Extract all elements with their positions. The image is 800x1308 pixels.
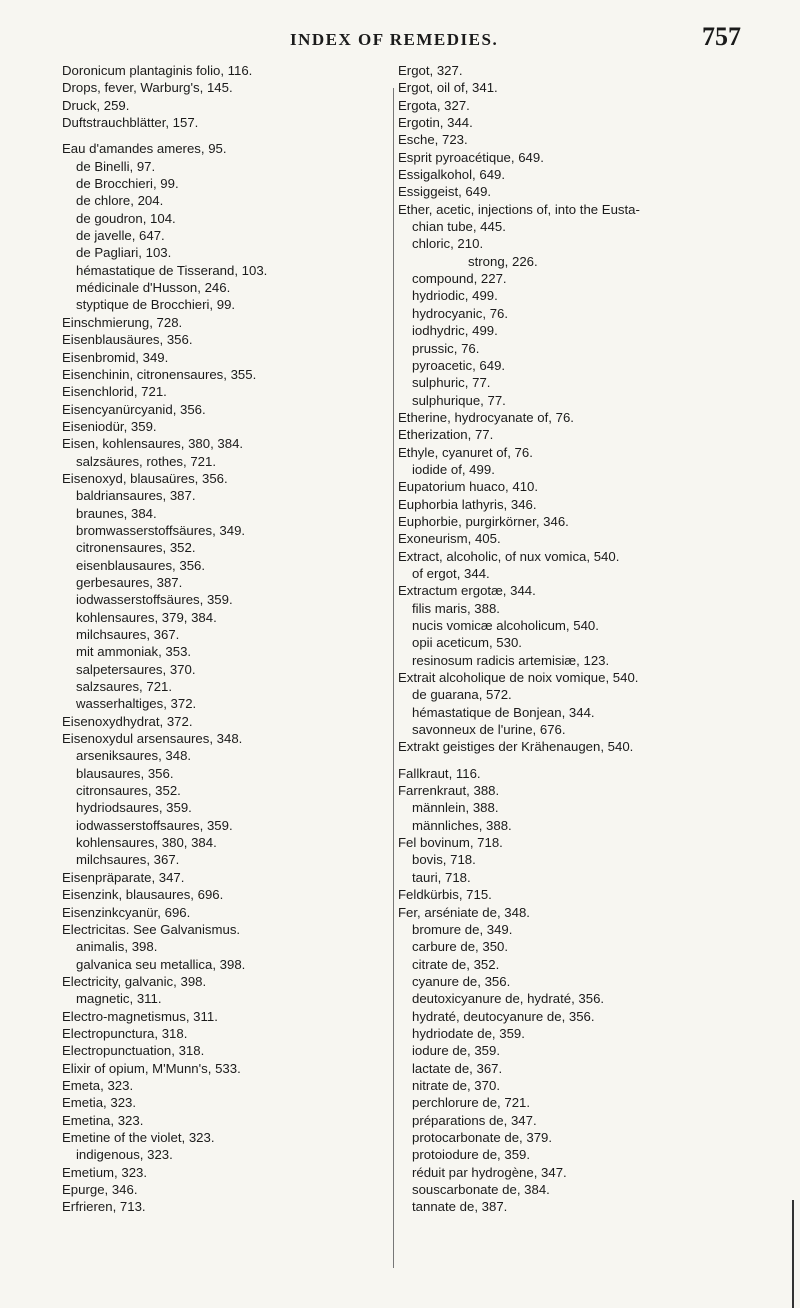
index-entry: Eisenzinkcyanür, 696.	[62, 904, 191, 920]
index-entry: baldriansaures, 387.	[76, 488, 196, 504]
index-entry: milchsaures, 367.	[76, 627, 180, 642]
index-entry: magnetic, 311.	[76, 991, 162, 1007]
index-entry: salzsaures, 721.	[76, 679, 173, 695]
index-entry: Eau d'amandes ameres, 95.	[62, 141, 227, 157]
index-entry: sulphuric, 77.	[412, 375, 491, 391]
index-entry: Eisenchlorid, 721.	[62, 384, 167, 400]
index-entry: Electricity, galvanic, 398.	[62, 973, 207, 989]
page-number: 757	[702, 22, 741, 51]
index-entry: styptique de Brocchieri, 99.	[76, 297, 236, 313]
index-column-right	[398, 62, 728, 1216]
index-entry: Esche, 723.	[398, 132, 468, 148]
index-entry: Erfrieren, 713.	[62, 1199, 146, 1215]
index-entry: Extrait alcoholique de noix vomique, 540.	[398, 670, 639, 686]
index-entry: braunes, 384.	[76, 505, 157, 521]
index-entry: de Pagliari, 103.	[76, 245, 172, 261]
index-entry: Euphorbia lathyris, 346.	[398, 496, 537, 512]
index-entry: Farrenkraut, 388.	[398, 783, 500, 799]
index-entry: Extrakt geistiges der Krähenaugen, 540.	[398, 739, 634, 755]
index-entry: de Binelli, 97.	[76, 158, 156, 174]
index-entry: hydriodsaures, 359.	[76, 800, 192, 816]
column-divider	[393, 88, 394, 1268]
index-entry: wasserhaltiges, 372.	[76, 696, 197, 712]
index-entry: préparations de, 347.	[412, 1112, 537, 1128]
index-entry: citrate de, 352.	[412, 956, 500, 972]
index-entry: souscarbonate de, 384.	[412, 1182, 550, 1197]
index-entry: hydriodate de, 359.	[412, 1025, 525, 1041]
index-entry: Extractum ergotæ, 344.	[398, 583, 536, 599]
index-entry: Fel bovinum, 718.	[398, 835, 503, 851]
index-entry: strong, 226.	[468, 253, 538, 269]
index-entry: Essiggeist, 649.	[398, 184, 492, 200]
index-entry: hémastatique de Bonjean, 344.	[412, 704, 595, 720]
index-entry: iodide of, 499.	[412, 461, 495, 477]
index-entry: Extract, alcoholic, of nux vomica, 540.	[398, 548, 620, 564]
index-entry: de chlore, 204.	[76, 193, 164, 209]
index-entry: prussic, 76.	[412, 340, 480, 356]
index-entry: bovis, 718.	[412, 852, 476, 868]
index-entry: Emeta, 323.	[62, 1077, 134, 1093]
index-entry: sulphurique, 77.	[412, 392, 506, 408]
index-entry: Electropunctuation, 318.	[62, 1043, 205, 1059]
index-entry: Eisenbromid, 349.	[62, 349, 169, 365]
index-entry: Esprit pyroacétique, 649.	[398, 149, 544, 165]
index-entry: Eupatorium huaco, 410.	[398, 479, 539, 495]
index-entry: bromure de, 349.	[412, 921, 513, 937]
index-entry: Emetina, 323.	[62, 1112, 144, 1128]
index-entry: of ergot, 344.	[412, 565, 490, 581]
index-entry: deutoxicyanure de, hydraté, 356.	[412, 991, 605, 1007]
index-entry: de guarana, 572.	[412, 687, 512, 703]
index-entry: tauri, 718.	[412, 869, 471, 885]
index-entry: bromwasserstoffsäures, 349.	[76, 522, 246, 538]
index-entry: nucis vomicæ alcoholicum, 540.	[412, 618, 599, 633]
index-entry: Emetine of the violet, 323.	[62, 1129, 215, 1145]
index-entry: kohlensaures, 379, 384.	[76, 609, 217, 625]
index-entry: Epurge, 346.	[62, 1182, 138, 1197]
index-entry: männlein, 388.	[412, 800, 499, 816]
index-entry: Eisenoxyd, blausaüres, 356.	[62, 470, 228, 486]
index-entry: Ergot, 327.	[398, 63, 463, 78]
index-column-left	[62, 62, 392, 1216]
index-entry: iodwasserstoffsäures, 359.	[76, 592, 233, 608]
index-entry: Eisenoxydhydrat, 372.	[62, 713, 193, 729]
index-entry: Electro-magnetismus, 311.	[62, 1008, 218, 1024]
index-entry: Emetium, 323.	[62, 1164, 148, 1180]
index-entry: männliches, 388.	[412, 817, 512, 833]
index-entry: médicinale d'Husson, 246.	[76, 280, 231, 296]
index-entry: citronensaures, 352.	[76, 540, 196, 556]
index-entry: arseniksaures, 348.	[76, 748, 192, 764]
index-entry: pyroacetic, 649.	[412, 357, 506, 373]
index-entry: kohlensaures, 380, 384.	[76, 835, 217, 851]
index-entry: Etherization, 77.	[398, 427, 494, 443]
index-entry: iodhydric, 499.	[412, 323, 498, 339]
index-entry: Eisencyanürcyanid, 356.	[62, 401, 206, 417]
index-entry: carbure de, 350.	[412, 939, 509, 955]
index-entry: blausaures, 356.	[76, 765, 174, 781]
index-entry: Emetia, 323.	[62, 1095, 137, 1111]
index-entry: Essigalkohol, 649.	[398, 167, 506, 183]
index-entry: hémastatique de Tisserand, 103.	[76, 262, 268, 278]
index-entry: Eisenzink, blausaures, 696.	[62, 887, 224, 903]
index-entry: perchlorure de, 721.	[412, 1095, 531, 1111]
index-entry: de goudron, 104.	[76, 210, 176, 226]
index-entry: iodure de, 359.	[412, 1043, 500, 1059]
index-entry: lactate de, 367.	[412, 1060, 503, 1076]
index-entry: eisenblausaures, 356.	[76, 557, 206, 573]
index-entry: Eisenblausäures, 356.	[62, 332, 193, 348]
index-entry: Eiseniodür, 359.	[62, 418, 157, 434]
index-entry: Eisenpräparate, 347.	[62, 869, 185, 885]
index-entry: chian tube, 445.	[412, 219, 506, 235]
index-entry: Etherine, hydrocyanate of, 76.	[398, 409, 574, 425]
index-entry: Eisen, kohlensaures, 380, 384.	[62, 436, 244, 452]
index-entry: hydrocyanic, 76.	[412, 305, 509, 321]
index-entry: mit ammoniak, 353.	[76, 644, 192, 660]
running-head: INDEX OF REMEDIES.	[290, 30, 499, 49]
index-entry: opii aceticum, 530.	[412, 635, 522, 651]
index-entry: cyanure de, 356.	[412, 973, 511, 989]
index-entry: de Brocchieri, 99.	[76, 176, 179, 192]
index-entry: savonneux de l'urine, 676.	[412, 722, 566, 738]
index-entry: resinosum radicis artemisiæ, 123.	[412, 652, 610, 668]
index-entry: Druck, 259.	[62, 97, 130, 113]
index-entry: galvanica seu metallica, 398.	[76, 956, 246, 972]
index-entry: Duftstrauchblätter, 157.	[62, 115, 199, 131]
index-entry: réduit par hydrogène, 347.	[412, 1164, 567, 1180]
index-entry: filis maris, 388.	[412, 600, 500, 616]
index-entry: protocarbonate de, 379.	[412, 1129, 553, 1145]
index-entry: protoiodure de, 359.	[412, 1147, 531, 1163]
index-entry: Ether, acetic, injections of, into the Eusta-	[398, 201, 640, 217]
index-entry: Fer, arséniate de, 348.	[398, 904, 530, 920]
index-entry: salzsäures, rothes, 721.	[76, 453, 217, 469]
index-entry: salpetersaures, 370.	[76, 661, 196, 677]
index-entry: Electropunctura, 318.	[62, 1025, 188, 1041]
page-header	[0, 22, 800, 62]
index-entry: iodwasserstoffsaures, 359.	[76, 817, 233, 833]
index-entry: chloric, 210.	[412, 236, 484, 252]
index-entry: Ergotin, 344.	[398, 115, 473, 131]
index-entry: Ethyle, cyanuret of, 76.	[398, 444, 533, 460]
index-entry: Einschmierung, 728.	[62, 314, 183, 330]
index-entry: Doronicum plantaginis folio, 116.	[62, 63, 253, 78]
index-entry: nitrate de, 370.	[412, 1077, 500, 1093]
page-edge-mark	[792, 1200, 794, 1308]
index-entry: compound, 227.	[412, 271, 507, 287]
index-entry: de javelle, 647.	[76, 228, 165, 244]
index-entry: Drops, fever, Warburg's, 145.	[62, 80, 233, 96]
index-entry: Fallkraut, 116.	[398, 765, 481, 781]
index-entry: hydraté, deutocyanure de, 356.	[412, 1008, 595, 1024]
index-entry: milchsaures, 367.	[76, 852, 180, 868]
index-entry: Ergot, oil of, 341.	[398, 80, 498, 96]
index-entry: Feldkürbis, 715.	[398, 887, 492, 903]
index-entry: Exoneurism, 405.	[398, 531, 501, 547]
index-entry: gerbesaures, 387.	[76, 574, 183, 590]
index-entry: Euphorbie, purgirkörner, 346.	[398, 513, 569, 529]
index-entry: Eisenchinin, citronensaures, 355.	[62, 366, 257, 382]
index-entry: Ergota, 327.	[398, 97, 470, 113]
index-entry: Elixir of opium, M'Munn's, 533.	[62, 1060, 241, 1076]
index-entry: Eisenoxydul arsensaures, 348.	[62, 731, 243, 747]
index-entry: indigenous, 323.	[76, 1147, 173, 1163]
index-entry: hydriodic, 499.	[412, 288, 498, 304]
index-entry: tannate de, 387.	[412, 1199, 508, 1215]
index-entry: citronsaures, 352.	[76, 783, 181, 799]
index-entry: animalis, 398.	[76, 939, 158, 955]
index-entry: Electricitas. See Galvanismus.	[62, 921, 241, 937]
